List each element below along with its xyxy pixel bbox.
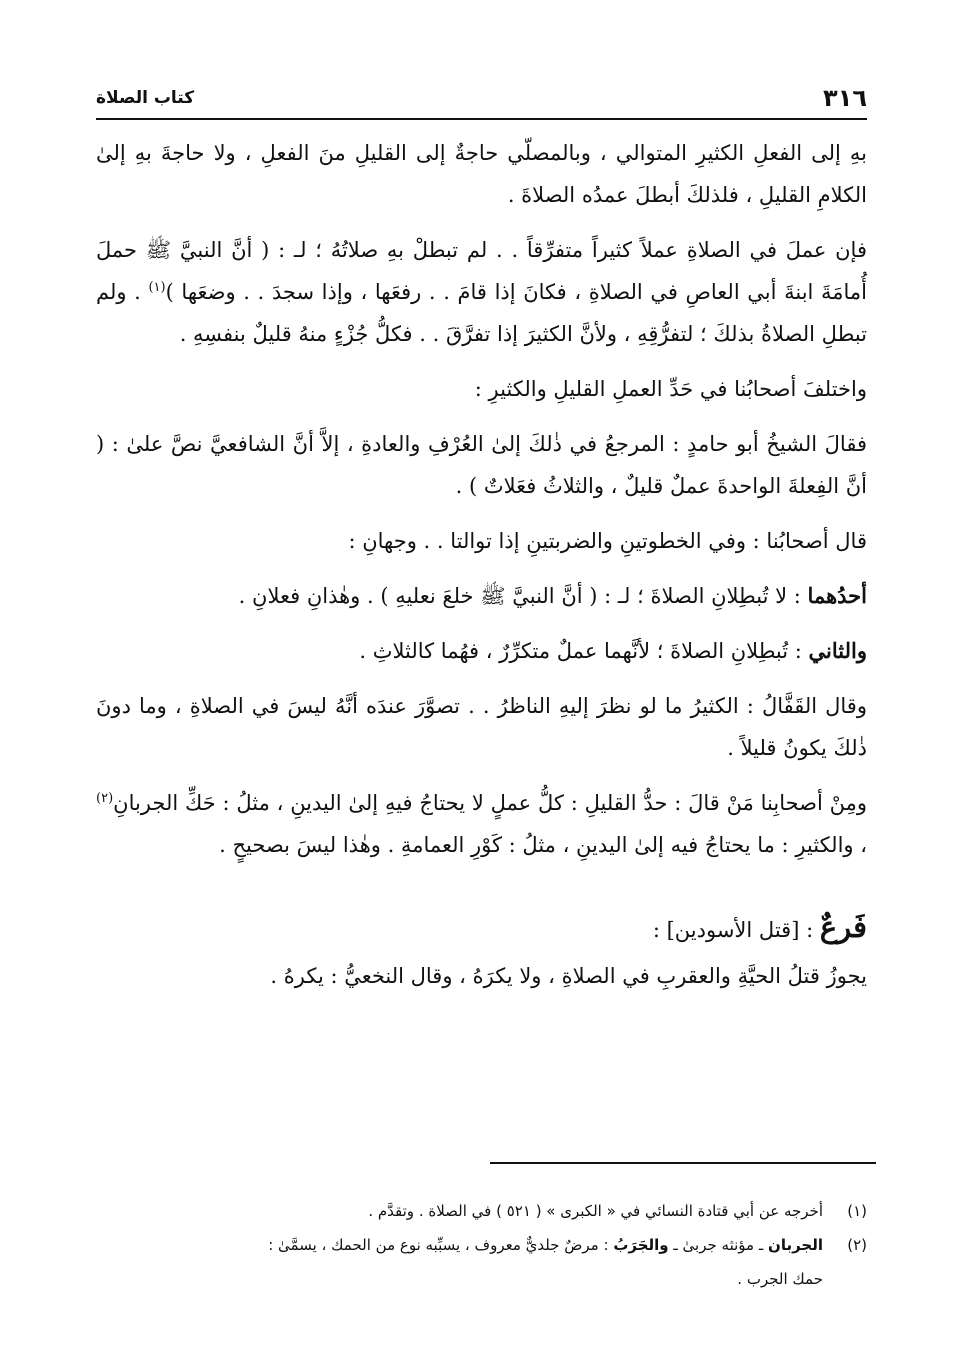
footnote-2-term-b: والجَرَبُ (613, 1236, 669, 1254)
paragraph-7-text: : تُبطِلانِ الصلاةَ ؛ لأنَّهما عملٌ متكرِّرٌ ، فهُما كالثلاثِ . (359, 639, 809, 663)
paragraph-2-text-a: فإن عملَ في الصلاةِ عملاً كثيراً متفرِّقاً . . لم تبطلْ بهِ صلاتُهُ ؛ لـ : ( أنَّ النبيَّ ﷺ حملَ أُمامَةَ ابنةَ أبي العاصِ في الصلاةِ ، فكانَ إذا قامَ . . رفعَها ، وإذا سجدَ . . وضعَها ) (96, 238, 868, 304)
footnote-2-continuation: حمك الجرب . (737, 1270, 823, 1288)
paragraph-7-lead: والثاني (808, 638, 867, 663)
footnote-1-number: (١) (847, 1202, 867, 1220)
footnote-2-text-b: : مرضٌ جلديٌّ معروف ، يسبِّبه نوع من الحمك ، يسمَّىٰ : (268, 1236, 614, 1254)
paragraph-9-text-a: ومِنْ أصحابِنا مَنْ قالَ : حدُّ القليلِ : كلُّ عملٍ لا يحتاجُ فيهِ إلىٰ اليدينِ ، مثلُ : حَكِّ الجربانِ (113, 791, 867, 815)
page-number: ٣١٦ (823, 84, 867, 112)
footnote-ref-1: (١) (148, 280, 166, 295)
paragraph-9-text-b: ، والكثيرِ : ما يحتاجُ فيه إلىٰ اليدينِ ، مثلُ : كَوْرِ العمامةِ . وهٰذا ليسَ بصحيحٍ . (219, 833, 867, 857)
main-text (96, 132, 867, 1010)
section-paragraph: يجوزُ قتلُ الحيَّةِ والعقربِ في الصلاةِ ، ولا يكرَهُ ، وقال النخعيُّ : يكرهُ . (270, 964, 867, 988)
paragraph-5: قال أصحابُنا : وفي الخطوتينِ والضربتينِ إذا توالتا . . وجهانِ : (348, 529, 867, 553)
section-heading-title: : [قتل الأسودين] : (652, 918, 820, 942)
page-header (96, 84, 867, 114)
header-rule (96, 118, 867, 120)
footnote-ref-2: (٢) (96, 791, 114, 806)
paragraph-4: فقالَ الشيخُ أبو حامدٍ : المرجعُ في ذٰلكَ إلىٰ العُرْفِ والعادةِ ، إلاَّ أنَّ الشافعيَّ نصَّ علىٰ : ( أنَّ الفِعلةَ الواحدةَ عملٌ قليلٌ ، والثلاثُ فعَلاتٌ ) . (96, 432, 867, 498)
paragraph-6-text: : لا تُبطِلانِ الصلاةَ ؛ لـ : ( أنَّ النبيَّ ﷺ خلعَ نعليهِ ) . وهٰذانِ فعلانِ . (238, 584, 808, 608)
section-heading (96, 906, 867, 951)
footnotes (96, 1194, 867, 1296)
footnote-1-text: أخرجه عن أبي قتادة النسائي في « الكبرى » ( ٥٢١ ) في الصلاة . وتقدَّم . (368, 1202, 823, 1220)
running-title: كتاب الصلاة (96, 88, 195, 108)
paragraph-7 (96, 630, 867, 672)
section-heading-word: فَرعٌ (819, 910, 867, 944)
paragraph-1: بهِ إلى الفعلِ الكثيرِ المتوالي ، وبالمصلّي حاجةٌ إلى القليلِ منَ الفعلِ ، ولا حاجةَ بهِ إلىٰ الكلامِ القليلِ ، فلذلكَ أبطلَ عمدُه الصلاةَ . (96, 141, 867, 207)
footnote-1 (96, 1194, 867, 1228)
paragraph-9 (96, 782, 867, 866)
footnote-rule (490, 1162, 876, 1164)
footnote-2-term-a: الجربان (768, 1236, 823, 1254)
footnote-2-number: (٢) (847, 1236, 867, 1254)
paragraph-6-lead: أحدُهما (807, 583, 867, 608)
paragraph-3: واختلفَ أصحابُنا في حَدِّ العملِ القليلِ والكثيرِ : (474, 377, 867, 401)
paragraph-2-text-b: . ولم تبطلِ الصلاةُ بذلكَ ؛ لتفرُّقِهِ ، ولأنَّ الكثيرَ إذا تفرَّقَ . . فكلُّ جُزْءٍ منهُ قليلٌ بنفسِهِ . (96, 280, 867, 346)
paragraph-2 (96, 229, 867, 355)
paragraph-8: وقال القَفَّالُ : الكثيرُ ما لو نظرَ إليهِ الناظرُ . . تصوَّرَ عندَه أنَّهُ ليسَ في الصلاةِ ، وما دونَ ذٰلكَ يكونُ قليلاً . (96, 694, 867, 760)
footnote-2-text-a: ـ مؤنثه جربىٰ ـ (668, 1236, 769, 1254)
paragraph-6 (96, 575, 867, 617)
footnote-2 (96, 1228, 867, 1262)
